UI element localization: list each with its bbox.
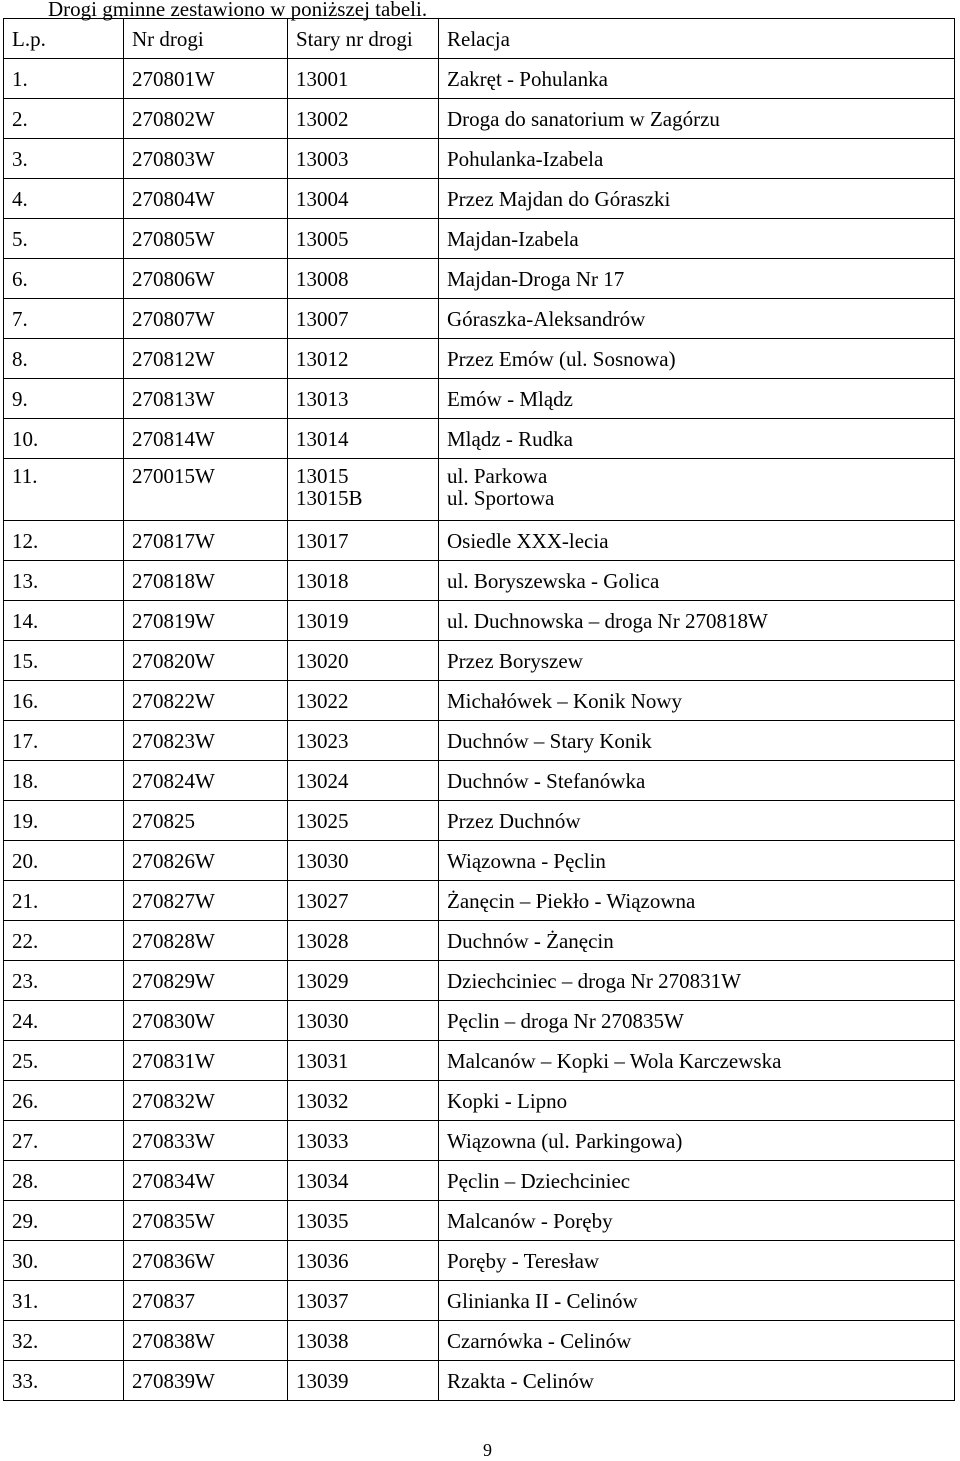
table-row bbox=[4, 641, 955, 681]
row-road-number: 270803W bbox=[124, 139, 288, 179]
row-route bbox=[439, 459, 955, 521]
row-lp: 10. bbox=[4, 419, 124, 459]
row-old-road-number: 13017 bbox=[288, 521, 439, 561]
row-route: Pęclin – Dziechciniec bbox=[439, 1161, 955, 1201]
row-route: Wiązowna (ul. Parkingowa) bbox=[439, 1121, 955, 1161]
row-lp: 21. bbox=[4, 881, 124, 921]
row-route: Mlądz - Rudka bbox=[439, 419, 955, 459]
row-old-road-number: 13001 bbox=[288, 59, 439, 99]
row-road-number: 270826W bbox=[124, 841, 288, 881]
row-lp: 26. bbox=[4, 1081, 124, 1121]
row-road-number: 270819W bbox=[124, 601, 288, 641]
row-route: Przez Boryszew bbox=[439, 641, 955, 681]
row-route: Emów - Mlądz bbox=[439, 379, 955, 419]
row-old-road-number: 13032 bbox=[288, 1081, 439, 1121]
row-route: Przez Majdan do Góraszki bbox=[439, 179, 955, 219]
row-road-number: 270828W bbox=[124, 921, 288, 961]
row-old-road-number: 13033 bbox=[288, 1121, 439, 1161]
table-row bbox=[4, 459, 955, 521]
table-row bbox=[4, 921, 955, 961]
route-line-1: ul. Parkowa bbox=[447, 464, 548, 488]
row-road-number: 270837 bbox=[124, 1281, 288, 1321]
header-lp: L.p. bbox=[4, 19, 124, 59]
row-lp: 22. bbox=[4, 921, 124, 961]
row-lp: 12. bbox=[4, 521, 124, 561]
row-route: Poręby - Teresław bbox=[439, 1241, 955, 1281]
row-route: Malcanów – Kopki – Wola Karczewska bbox=[439, 1041, 955, 1081]
row-lp: 8. bbox=[4, 339, 124, 379]
table-row bbox=[4, 961, 955, 1001]
row-lp: 11. bbox=[4, 459, 124, 521]
row-road-number: 270824W bbox=[124, 761, 288, 801]
table-row bbox=[4, 601, 955, 641]
row-route: Droga do sanatorium w Zagórzu bbox=[439, 99, 955, 139]
row-road-number: 270831W bbox=[124, 1041, 288, 1081]
table-row bbox=[4, 1041, 955, 1081]
row-old-road-number: 13008 bbox=[288, 259, 439, 299]
row-old-road-number: 13030 bbox=[288, 841, 439, 881]
table-row bbox=[4, 1281, 955, 1321]
row-route: Wiązowna - Pęclin bbox=[439, 841, 955, 881]
row-lp: 15. bbox=[4, 641, 124, 681]
row-lp: 5. bbox=[4, 219, 124, 259]
row-lp: 17. bbox=[4, 721, 124, 761]
table-row bbox=[4, 881, 955, 921]
table-row bbox=[4, 1201, 955, 1241]
table-row bbox=[4, 139, 955, 179]
row-lp: 27. bbox=[4, 1121, 124, 1161]
row-route: Michałówek – Konik Nowy bbox=[439, 681, 955, 721]
row-old-road-number: 13004 bbox=[288, 179, 439, 219]
row-route: Glinianka II - Celinów bbox=[439, 1281, 955, 1321]
row-lp: 13. bbox=[4, 561, 124, 601]
table-row bbox=[4, 801, 955, 841]
row-road-number: 270834W bbox=[124, 1161, 288, 1201]
row-old-road-number: 13035 bbox=[288, 1201, 439, 1241]
row-road-number: 270818W bbox=[124, 561, 288, 601]
row-old-road-number: 13013 bbox=[288, 379, 439, 419]
row-road-number: 270827W bbox=[124, 881, 288, 921]
table-row bbox=[4, 721, 955, 761]
row-route: ul. Boryszewska - Golica bbox=[439, 561, 955, 601]
row-route: Osiedle XXX-lecia bbox=[439, 521, 955, 561]
row-road-number: 270801W bbox=[124, 59, 288, 99]
table-row bbox=[4, 219, 955, 259]
row-old-road-number: 13027 bbox=[288, 881, 439, 921]
page-number: 9 bbox=[483, 1440, 492, 1460]
row-route: ul. Duchnowska – droga Nr 270818W bbox=[439, 601, 955, 641]
row-road-number: 270832W bbox=[124, 1081, 288, 1121]
row-old-road-number: 13025 bbox=[288, 801, 439, 841]
row-route: Majdan-Droga Nr 17 bbox=[439, 259, 955, 299]
row-road-number: 270015W bbox=[124, 459, 288, 521]
table-intro-text: Drogi gminne zestawiono w poniższej tabeli. bbox=[48, 0, 428, 21]
row-lp: 29. bbox=[4, 1201, 124, 1241]
row-lp: 6. bbox=[4, 259, 124, 299]
row-road-number: 270836W bbox=[124, 1241, 288, 1281]
row-lp: 1. bbox=[4, 59, 124, 99]
row-road-number: 270807W bbox=[124, 299, 288, 339]
row-old-road-number: 13037 bbox=[288, 1281, 439, 1321]
table-header-row bbox=[4, 19, 955, 59]
table-row bbox=[4, 339, 955, 379]
row-old-road-number: 13003 bbox=[288, 139, 439, 179]
row-road-number: 270839W bbox=[124, 1361, 288, 1401]
row-old-road-number: 13023 bbox=[288, 721, 439, 761]
row-road-number: 270838W bbox=[124, 1321, 288, 1361]
row-old-road-number: 13031 bbox=[288, 1041, 439, 1081]
row-route: Zakręt - Pohulanka bbox=[439, 59, 955, 99]
table-row bbox=[4, 1001, 955, 1041]
row-old-road-number: 13002 bbox=[288, 99, 439, 139]
table-row bbox=[4, 179, 955, 219]
row-route: Duchnów - Stefanówka bbox=[439, 761, 955, 801]
row-road-number: 270823W bbox=[124, 721, 288, 761]
old-number-line-2: 13015B bbox=[296, 486, 363, 510]
row-road-number: 270817W bbox=[124, 521, 288, 561]
roads-table-body bbox=[4, 19, 955, 1401]
row-lp: 19. bbox=[4, 801, 124, 841]
row-route: Rzakta - Celinów bbox=[439, 1361, 955, 1401]
row-old-road-number: 13029 bbox=[288, 961, 439, 1001]
row-lp: 4. bbox=[4, 179, 124, 219]
row-old-road-number: 13014 bbox=[288, 419, 439, 459]
table-row bbox=[4, 379, 955, 419]
row-route: Pohulanka-Izabela bbox=[439, 139, 955, 179]
row-old-road-number: 13012 bbox=[288, 339, 439, 379]
row-lp: 14. bbox=[4, 601, 124, 641]
old-number-line-1: 13015 bbox=[296, 464, 349, 488]
row-lp: 30. bbox=[4, 1241, 124, 1281]
row-lp: 32. bbox=[4, 1321, 124, 1361]
row-old-road-number: 13030 bbox=[288, 1001, 439, 1041]
row-lp: 2. bbox=[4, 99, 124, 139]
row-road-number: 270804W bbox=[124, 179, 288, 219]
table-row bbox=[4, 1121, 955, 1161]
row-road-number: 270813W bbox=[124, 379, 288, 419]
row-lp: 9. bbox=[4, 379, 124, 419]
row-lp: 31. bbox=[4, 1281, 124, 1321]
row-old-road-number: 13019 bbox=[288, 601, 439, 641]
table-row bbox=[4, 521, 955, 561]
row-road-number: 270812W bbox=[124, 339, 288, 379]
header-old-road-number: Stary nr drogi bbox=[288, 19, 439, 59]
row-lp: 16. bbox=[4, 681, 124, 721]
roads-table bbox=[3, 18, 955, 1401]
table-row bbox=[4, 59, 955, 99]
row-road-number: 270833W bbox=[124, 1121, 288, 1161]
row-old-road-number: 13024 bbox=[288, 761, 439, 801]
row-road-number: 270830W bbox=[124, 1001, 288, 1041]
row-route: Dziechciniec – droga Nr 270831W bbox=[439, 961, 955, 1001]
table-row bbox=[4, 299, 955, 339]
row-old-road-number: 13038 bbox=[288, 1321, 439, 1361]
row-route: Czarnówka - Celinów bbox=[439, 1321, 955, 1361]
table-row bbox=[4, 1081, 955, 1121]
row-old-road-number: 13028 bbox=[288, 921, 439, 961]
header-road-number: Nr drogi bbox=[124, 19, 288, 59]
row-route: Duchnów – Stary Konik bbox=[439, 721, 955, 761]
row-old-road-number: 13036 bbox=[288, 1241, 439, 1281]
row-road-number: 270825 bbox=[124, 801, 288, 841]
row-lp: 25. bbox=[4, 1041, 124, 1081]
route-line-2: ul. Sportowa bbox=[447, 486, 555, 510]
row-route: Przez Emów (ul. Sosnowa) bbox=[439, 339, 955, 379]
row-road-number: 270820W bbox=[124, 641, 288, 681]
row-old-road-number bbox=[288, 459, 439, 521]
row-old-road-number: 13022 bbox=[288, 681, 439, 721]
table-row bbox=[4, 841, 955, 881]
row-road-number: 270835W bbox=[124, 1201, 288, 1241]
row-road-number: 270829W bbox=[124, 961, 288, 1001]
row-old-road-number: 13039 bbox=[288, 1361, 439, 1401]
table-row bbox=[4, 419, 955, 459]
row-route: Żanęcin – Piekło - Wiązowna bbox=[439, 881, 955, 921]
row-route: Przez Duchnów bbox=[439, 801, 955, 841]
row-lp: 33. bbox=[4, 1361, 124, 1401]
row-route: Majdan-Izabela bbox=[439, 219, 955, 259]
row-route: Kopki - Lipno bbox=[439, 1081, 955, 1121]
row-old-road-number: 13018 bbox=[288, 561, 439, 601]
row-road-number: 270814W bbox=[124, 419, 288, 459]
table-row bbox=[4, 561, 955, 601]
row-route: Góraszka-Aleksandrów bbox=[439, 299, 955, 339]
row-lp: 20. bbox=[4, 841, 124, 881]
row-lp: 3. bbox=[4, 139, 124, 179]
row-road-number: 270822W bbox=[124, 681, 288, 721]
row-lp: 23. bbox=[4, 961, 124, 1001]
table-row bbox=[4, 1241, 955, 1281]
row-route: Duchnów - Żanęcin bbox=[439, 921, 955, 961]
table-row bbox=[4, 99, 955, 139]
table-row bbox=[4, 1161, 955, 1201]
table-row bbox=[4, 259, 955, 299]
table-row bbox=[4, 681, 955, 721]
row-lp: 7. bbox=[4, 299, 124, 339]
row-road-number: 270806W bbox=[124, 259, 288, 299]
table-row bbox=[4, 1321, 955, 1361]
row-lp: 18. bbox=[4, 761, 124, 801]
row-old-road-number: 13020 bbox=[288, 641, 439, 681]
row-old-road-number: 13007 bbox=[288, 299, 439, 339]
row-road-number: 270802W bbox=[124, 99, 288, 139]
table-row bbox=[4, 761, 955, 801]
row-road-number: 270805W bbox=[124, 219, 288, 259]
table-row bbox=[4, 1361, 955, 1401]
row-route: Pęclin – droga Nr 270835W bbox=[439, 1001, 955, 1041]
row-lp: 28. bbox=[4, 1161, 124, 1201]
row-route: Malcanów - Poręby bbox=[439, 1201, 955, 1241]
row-old-road-number: 13005 bbox=[288, 219, 439, 259]
header-route: Relacja bbox=[439, 19, 955, 59]
row-lp: 24. bbox=[4, 1001, 124, 1041]
row-old-road-number: 13034 bbox=[288, 1161, 439, 1201]
